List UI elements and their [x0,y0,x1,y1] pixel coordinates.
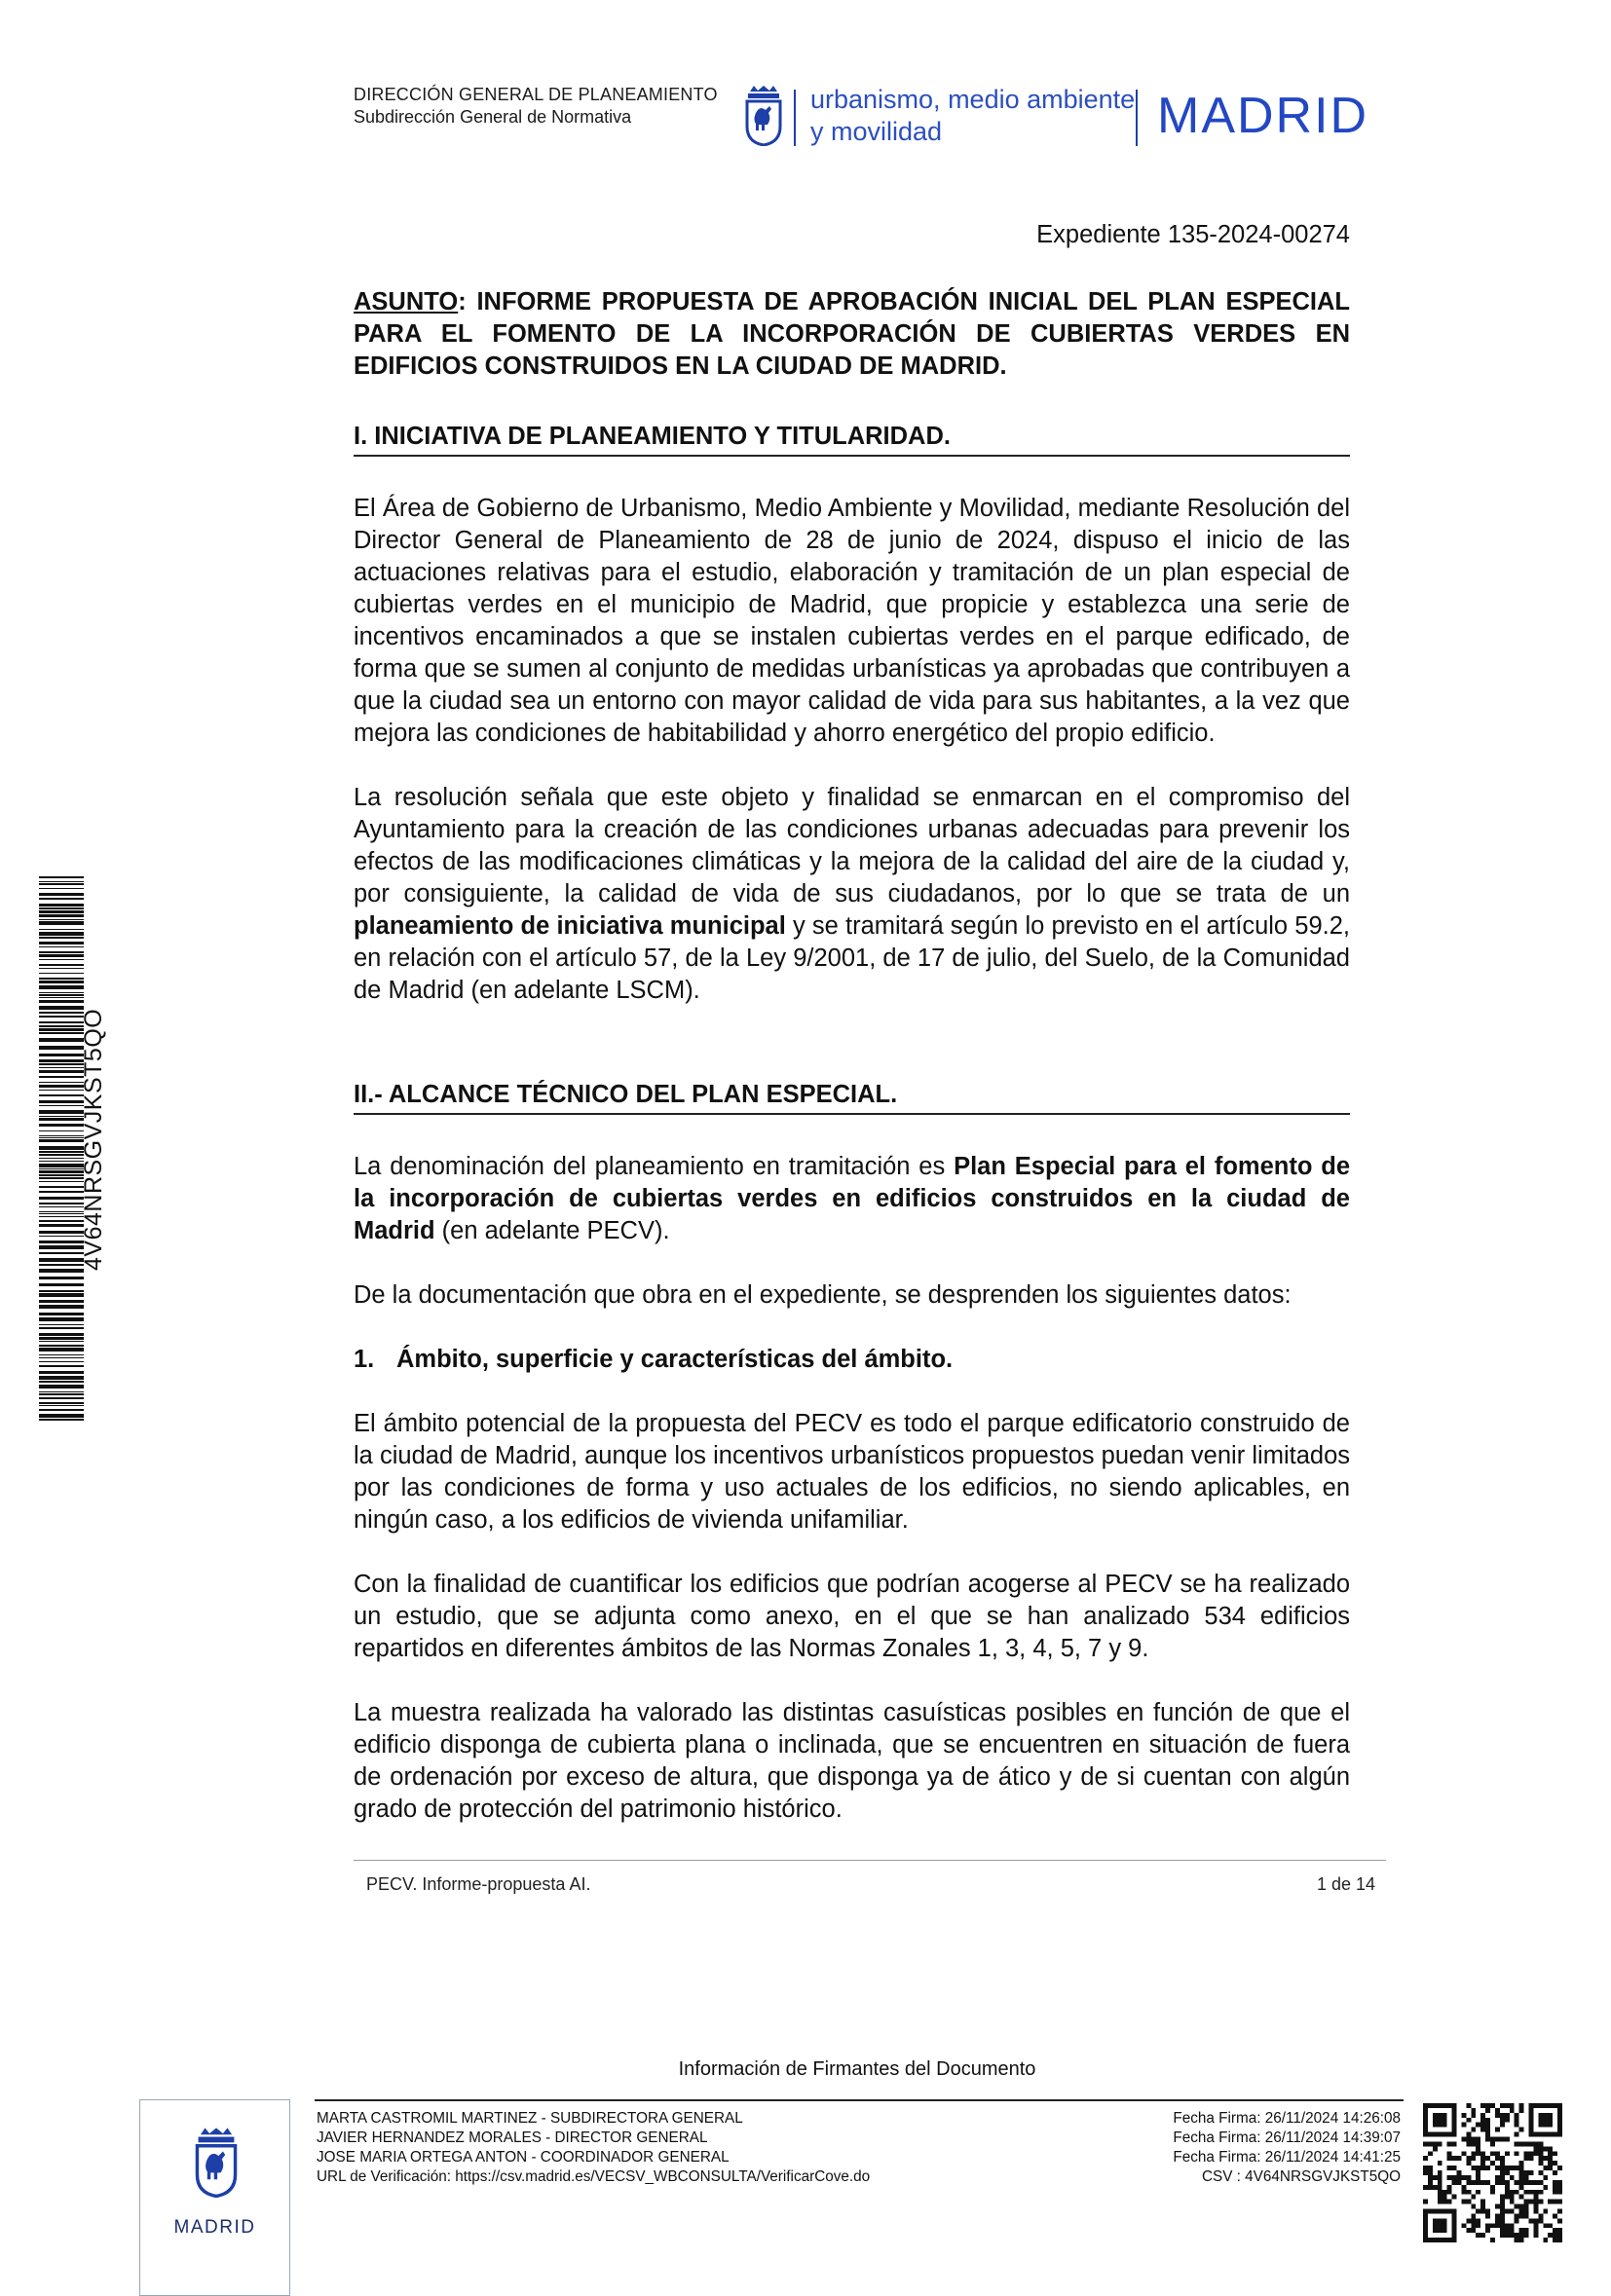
signature-date: Fecha Firma: 26/11/2024 14:26:08 [1173,2110,1401,2127]
footer-document-name: PECV. Informe-propuesta AI. [366,1874,591,1894]
madrid-wordmark: MADRID [1157,88,1369,144]
paragraph [354,782,1350,1007]
paragraph [354,1151,1350,1247]
footer-divider [354,1860,1386,1861]
area-line-2: y movilidad [810,117,943,146]
paragraph: El ámbito potencial de la propuesta del PECV es todo el parque edificatorio construido de la ciudad de Madrid, aunque los incentivos urbanísticos propuestos puedan venir limitados por las condiciones de forma y uso actuales de los edificios, no siendo aplicables, en ningún caso, a los edificios de vivienda unifamiliar. [354,1410,1350,1534]
signer-list [317,2109,870,2187]
madrid-logo-text: MADRID [173,2217,256,2238]
subsection-number: 1. [354,1346,375,1373]
subject-label: ASUNTO [354,288,459,315]
paragraph: De la documentación que obra en el expediente, se desprenden los siguientes datos: [354,1281,1292,1309]
madrid-logo-box [139,2099,290,2296]
header-divider [1136,90,1138,146]
signers-title: Información de Firmantes del Documento [678,2058,1036,2080]
section-title-2: II.- ALCANCE TÉCNICO DEL PLAN ESPECIAL. [354,1079,1350,1115]
signers-divider [315,2099,1404,2101]
signer-row: MARTA CASTROMIL MARTINEZ - SUBDIRECTORA GENERAL [317,2110,743,2127]
paragraph-bold-text: planeamiento de iniciativa municipal [354,912,786,940]
csv-code-text: 4V64NRSGVJKST5QO [80,1008,107,1271]
signer-row: JAVIER HERNANDEZ MORALES - DIRECTOR GENERAL [317,2129,708,2146]
government-area-name [810,84,1135,148]
paragraph-text: y se tramitará según lo previsto en el artículo 59.2, en relación con el artículo 57, de la Ley 9/2001, de 17 de julio, del Suelo, de la Comunidad de Madrid (en adelante LSCM). [354,912,1350,1004]
madrid-coat-of-arms-icon [744,86,783,146]
paragraph-text: La resolución señala que este objeto y finalidad se enmarcan en el compromiso del Ayuntamiento para la creación de las condiciones urbanas adecuadas para prevenir los efectos de las modificaciones climáticas y la mejora de la calidad del aire de la ciudad y, por consiguiente, la calidad de vida de sus ciudadanos, por lo que se trata de un [354,784,1350,907]
paragraph: La muestra realizada ha valorado las distintas casuísticas posibles en función de que el edificio disponga de cubierta plana o inclinada, que se encuentren en situación de fuera de ordenación por exceso de altura, que disponga ya de ático y de si cuentan con algún grado de protección del patrimonio histórico. [354,1699,1350,1823]
paragraph: El Área de Gobierno de Urbanismo, Medio Ambiente y Movilidad, mediante Resolución del Director General de Planeamiento de 28 de junio de 2024, dispuso el inicio de las actuaciones relativas para el estudio, elaboración y tramitación de un plan especial de cubiertas verdes en el municipio de Madrid, que propicie y establezca una serie de incentivos encaminados a que se instalen cubiertas verdes en el parque edificado, de forma que se sumen al conjunto de medidas urbanísticas ya aprobadas que contribuyen a que la ciudad sea un entorno con mayor calidad de vida para sus habitantes, a la vez que mejora las condiciones de habitabilidad y ahorro energético del propio edificio. [354,495,1350,747]
paragraph-text: La denominación del planeamiento en tramitación es [354,1153,955,1180]
signature-dates [1071,2109,1401,2187]
paragraph: Con la finalidad de cuantificar los edificios que podrían acogerse al PECV se ha realizado un estudio, que se adjunta como anexo, en el que se han analizado 534 edificios repartidos en diferentes ámbitos de las Normas Zonales 1, 3, 4, 5, 7 y 9. [354,1571,1350,1662]
paragraph-bold-text: Plan Especial para el fomento de la incorporación de cubiertas verdes en edificios construidos en la ciudad de Madrid [354,1153,1350,1244]
subject [354,286,1350,383]
madrid-coat-of-arms-icon [194,2128,239,2198]
section-title-1: I. INICIATIVA DE PLANEAMIENTO Y TITULARIDAD. [354,421,1350,457]
document-body [354,219,1350,1858]
page-number: 1 de 14 [1316,1874,1375,1894]
subsection-text: Ámbito, superficie y características del ámbito. [396,1346,954,1373]
verification-url: URL de Verificación: https://csv.madrid.es/VECSV_WBCONSULTA/VerificarCove.do [317,2168,871,2185]
department-name: DIRECCIÓN GENERAL DE PLANEAMIENTO [354,85,718,104]
file-number: Expediente 135-2024-00274 [1036,221,1350,248]
barcode-icon [39,876,84,1422]
signer-row: JOSE MARIA ORTEGA ANTON - COORDINADOR GENERAL [317,2149,730,2166]
signature-date: Fecha Firma: 26/11/2024 14:39:07 [1173,2129,1401,2146]
qr-code-icon [1423,2103,1562,2242]
subdirectorate-name: Subdirección General de Normativa [354,107,632,127]
subsection-title [354,1344,1350,1376]
subject-text: : INFORME PROPUESTA DE APROBACIÓN INICIAL DEL PLAN ESPECIAL PARA EL FOMENTO DE LA INCORPORACIÓN DE CUBIERTAS VERDES EN EDIFICIOS CONSTRUIDOS EN LA CIUDAD DE MADRID. [354,288,1350,380]
department-heading [354,84,718,129]
area-line-1: urbanismo, medio ambiente [810,85,1136,114]
signature-date: Fecha Firma: 26/11/2024 14:41:25 [1173,2149,1401,2166]
paragraph-text: (en adelante PECV). [434,1217,670,1244]
csv-code: CSV : 4V64NRSGVJKST5QO [1201,2168,1401,2185]
header-divider [794,90,796,146]
